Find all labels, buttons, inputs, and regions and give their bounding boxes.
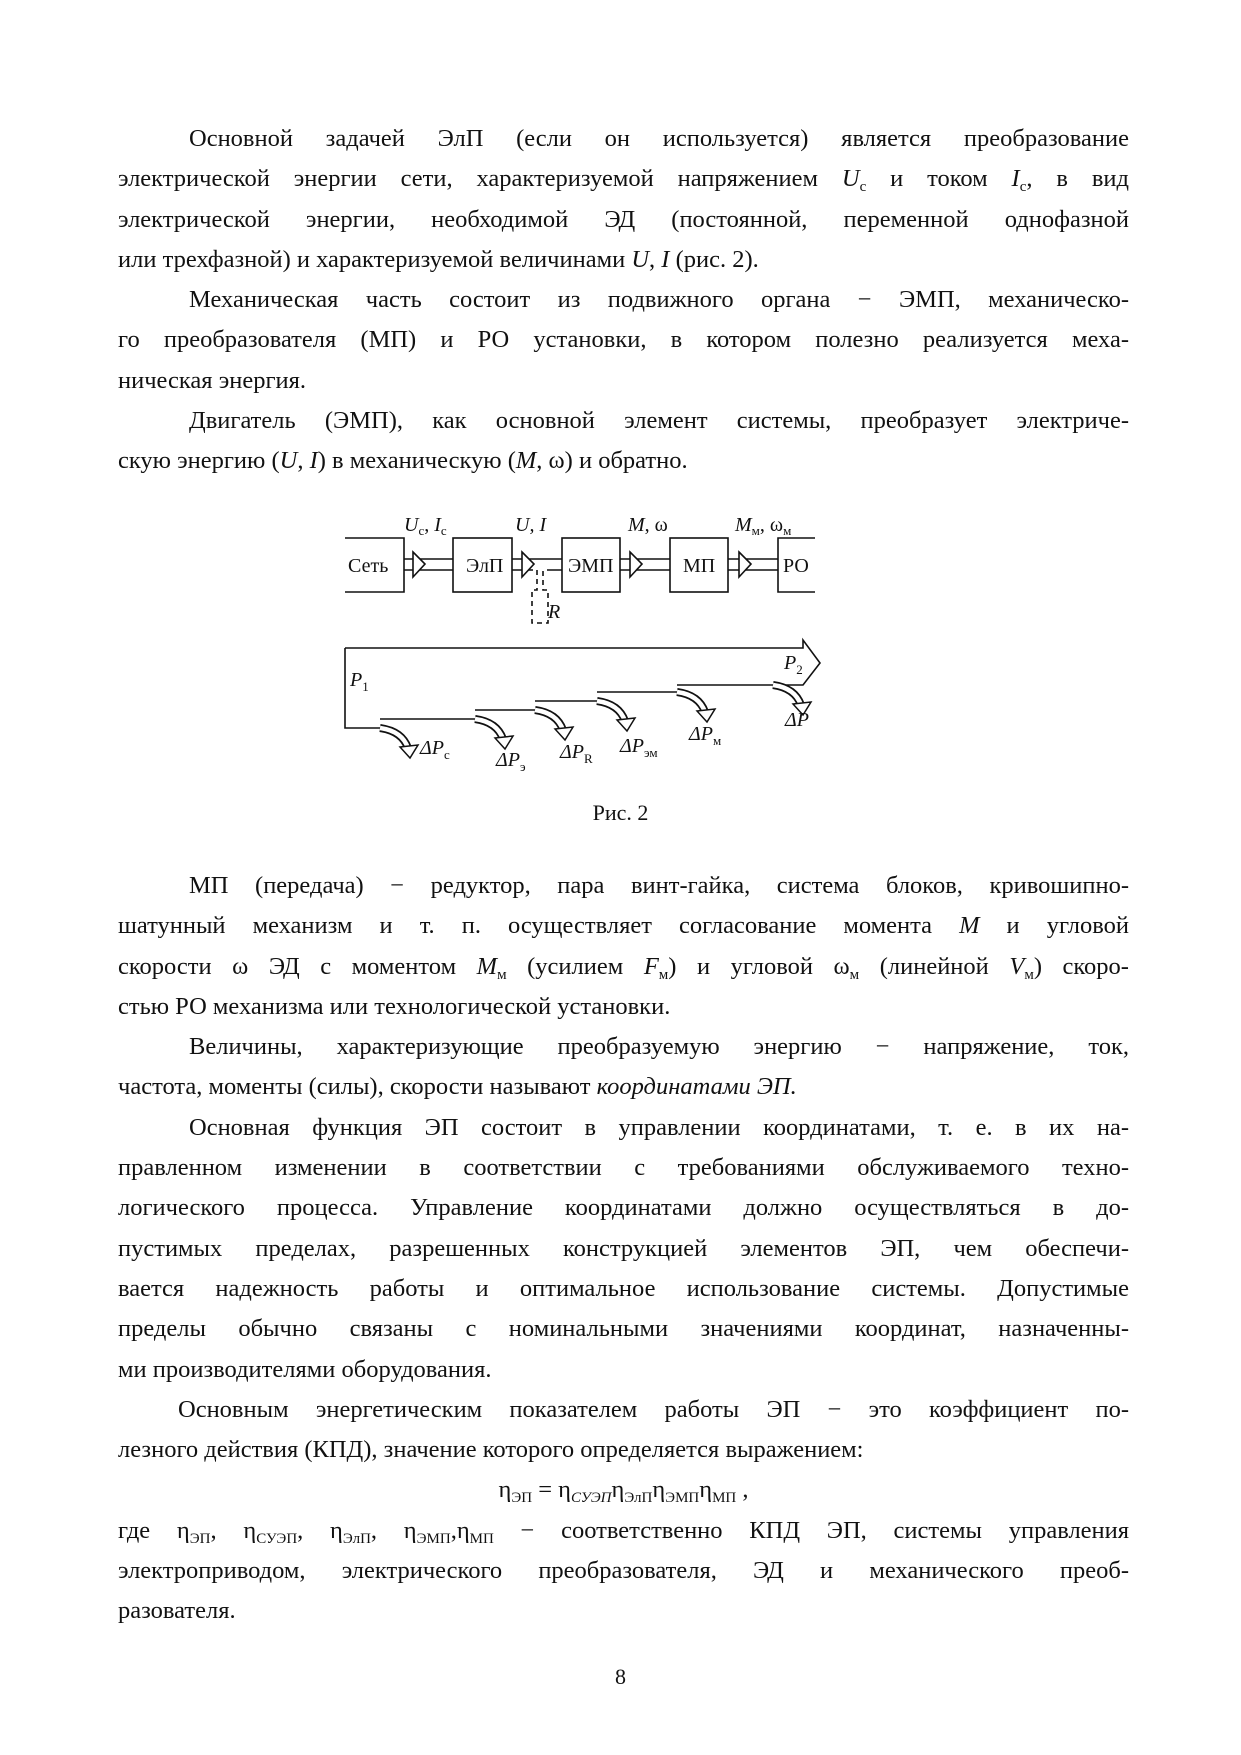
text-segment: M <box>515 447 537 475</box>
loss-arrow-head <box>400 745 418 758</box>
text-segment: V <box>1009 952 1025 980</box>
text-segment: U <box>841 165 860 193</box>
text-segment: ,η <box>450 1516 470 1544</box>
text-line <box>118 1309 1129 1349</box>
text-segment: η <box>611 1476 625 1504</box>
signal-label: U, I <box>515 514 547 536</box>
text-line <box>118 280 1129 320</box>
text-segment: ЭП <box>511 1490 533 1507</box>
text-segment: Двигатель (ЭМП), как основной элемент системы, преобразует электриче- <box>189 407 1129 435</box>
text-line <box>118 320 1129 360</box>
p2-label: $P_2$ <box>784 652 803 677</box>
text-segment: ЭМП <box>665 1490 700 1507</box>
text-segment: разователя. <box>118 1597 236 1625</box>
text-segment: ЭлП <box>342 1530 371 1547</box>
text-segment: , <box>649 245 662 273</box>
text-segment: , η <box>297 1516 343 1544</box>
text-segment: или трехфазной) и характеризуемой величинами <box>118 245 632 273</box>
text-line <box>118 240 1129 280</box>
text-line <box>118 441 1129 481</box>
text-line <box>118 401 1129 441</box>
text-segment: = η <box>532 1476 571 1504</box>
text-line <box>118 1551 1129 1591</box>
text-line <box>118 947 1129 987</box>
text-segment: ЭлП <box>624 1490 653 1507</box>
text-segment: с <box>1019 179 1027 196</box>
text-line <box>118 1470 1129 1510</box>
text-segment: ) скоро- <box>1033 952 1129 980</box>
text-segment: (рис. 2). <box>669 245 759 273</box>
text-line <box>118 1350 1129 1390</box>
text-segment: , ω) и обратно. <box>536 447 688 475</box>
text-segment: (линейной <box>859 952 1010 980</box>
text-segment: го преобразователя (МП) и РО установки, в котором полезно реализуется меха- <box>118 326 1129 354</box>
text-segment: Основная функция ЭП состоит в управлении координатами, т. е. в их на- <box>189 1113 1129 1141</box>
loss-label: $\Delta P_R$ <box>560 741 593 766</box>
text-segment: МП <box>469 1530 494 1547</box>
text-segment: Механическая часть состоит из подвижного органа − ЭМП, механическо- <box>189 286 1129 314</box>
loss-arrow-head <box>555 727 573 740</box>
text-line <box>118 1390 1129 1430</box>
text-line <box>118 1430 1129 1470</box>
text-line <box>118 1148 1129 1188</box>
text-segment: пределы обычно связаны с номинальными значениями координат, назначенны- <box>118 1315 1129 1343</box>
text-line <box>118 361 1129 401</box>
figure-caption: Рис. 2 <box>592 800 649 825</box>
loss-label: ΔP <box>785 709 809 731</box>
text-line <box>118 1108 1129 1148</box>
text-segment: ) и угловой ω <box>668 952 850 980</box>
text-segment: м <box>497 966 507 983</box>
text-segment: с <box>859 179 867 196</box>
text-segment: СУЭП <box>256 1530 298 1547</box>
text-segment: Основным энергетическим показателем работы ЭП − это коэффициент по- <box>178 1395 1129 1423</box>
text-segment: M <box>959 912 980 940</box>
text-segment: скую энергию ( <box>118 447 280 475</box>
text-segment: I <box>661 245 670 273</box>
p1-label: $P_1$ <box>350 669 369 694</box>
text-segment: Величины, характеризующие преобразуемую энергию − напряжение, ток, <box>189 1033 1129 1061</box>
text-segment: МП (передача) − редуктор, пара винт-гайка, система блоков, кривошипно- <box>189 872 1129 899</box>
text-segment: м <box>1024 966 1034 983</box>
loss-label: $\Delta P_э$ <box>496 749 526 774</box>
resistor-dashed <box>532 570 548 623</box>
text-segment: , η <box>210 1516 257 1544</box>
text-block-top <box>118 119 1129 482</box>
text-segment: M <box>476 952 498 980</box>
text-line <box>118 1269 1129 1309</box>
text-segment: вается надежность работы и оптимальное использование системы. Допустимые <box>118 1274 1129 1302</box>
loss-label: $\Delta P_{эм}$ <box>620 735 658 760</box>
block-set-label: Сеть <box>348 555 389 577</box>
text-segment: , <box>736 1476 749 1504</box>
block-ro-label: РО <box>783 555 809 577</box>
text-line <box>118 159 1129 199</box>
text-segment: ническая энергия. <box>118 366 307 394</box>
text-segment: скорости ω ЭД с моментом <box>118 952 477 980</box>
text-line <box>118 866 1129 906</box>
text-segment: ЭП <box>189 1530 211 1547</box>
loss-arrow-head <box>495 736 513 749</box>
text-line <box>118 1229 1129 1269</box>
text-segment: шатунный механизм и т. п. осуществляет согласование момента <box>118 912 960 940</box>
text-segment: ми производителями оборудования. <box>118 1355 492 1383</box>
signal-label: $U_с$, $I_с$ <box>404 514 447 538</box>
text-segment: электроприводом, электрического преобразователя, ЭД и механического преоб- <box>118 1557 1129 1585</box>
block-mp-label: МП <box>683 555 716 577</box>
block-elp-label: ЭлП <box>466 555 504 577</box>
loss-arrow-head <box>697 709 715 722</box>
text-segment: (усилием <box>506 952 644 980</box>
text-segment: η <box>652 1476 666 1504</box>
text-segment: где η <box>118 1516 190 1544</box>
text-line <box>118 200 1129 240</box>
text-segment: η <box>699 1476 713 1504</box>
text-segment: электрической энергии сети, характеризуемой напряжением <box>118 165 842 193</box>
text-line <box>118 987 1129 1027</box>
text-segment: лезного действия (КПД), значение которого определяется выражением: <box>118 1436 864 1464</box>
text-line <box>118 1067 1129 1107</box>
text-segment: , в вид <box>1026 165 1129 193</box>
page-number: 8 <box>615 1664 626 1689</box>
text-segment: логического процесса. Управление координатами должно осуществляться в до- <box>118 1194 1129 1222</box>
loss-label: $\Delta P_м$ <box>689 723 722 748</box>
text-line <box>118 1511 1129 1551</box>
text-segment: МП <box>712 1490 737 1507</box>
loss-label: $\Delta P_с$ <box>420 737 450 762</box>
text-segment: стью РО механизма или технологической установки. <box>118 992 671 1020</box>
text-segment: I <box>309 447 318 475</box>
figure-2-diagram <box>330 500 850 800</box>
text-segment: F <box>643 952 659 980</box>
signal-label: M, ω <box>628 514 668 536</box>
block-emp-label: ЭМП <box>568 555 614 577</box>
text-segment: координатами ЭП. <box>596 1073 797 1101</box>
resistor-label: R <box>548 601 561 623</box>
text-segment: , <box>297 447 310 475</box>
text-segment: Основной задачей ЭлП (если он используется) является преобразование <box>189 125 1129 152</box>
text-line <box>118 1027 1129 1067</box>
text-segment: м <box>849 966 860 983</box>
text-segment: электрической энергии, необходимой ЭД (постоянной, переменной однофазной <box>118 205 1129 233</box>
text-segment: , η <box>370 1516 417 1544</box>
text-segment: ) в механическую ( <box>317 447 516 475</box>
text-segment: − соответственно КПД ЭП, системы управления <box>493 1516 1130 1544</box>
power-flow-arrow <box>345 640 820 728</box>
text-segment: U <box>279 447 298 475</box>
text-segment: и током <box>866 165 1012 193</box>
text-segment: пустимых пределах, разрешенных конструкцией элементов ЭП, чем обеспечи- <box>118 1234 1129 1262</box>
text-segment: м <box>658 966 669 983</box>
text-line <box>118 906 1129 946</box>
text-block-bottom <box>118 866 1129 1632</box>
text-segment: η <box>498 1476 512 1504</box>
text-segment: частота, моменты (силы), скорости называют <box>118 1073 597 1101</box>
loss-arrow-head <box>617 718 635 731</box>
text-segment: и угловой <box>979 912 1129 940</box>
text-segment: правленном изменении в соответствии с требованиями обслуживаемого техно- <box>118 1154 1129 1182</box>
text-line <box>118 119 1129 159</box>
text-segment: ЭМП <box>416 1530 451 1547</box>
signal-label: $M_м$, $\omega_м$ <box>735 514 792 538</box>
text-segment: СУЭП <box>570 1490 612 1507</box>
text-segment: U <box>631 245 650 273</box>
text-segment: I <box>1011 165 1020 193</box>
text-line <box>118 1591 1129 1631</box>
text-line <box>118 1188 1129 1228</box>
